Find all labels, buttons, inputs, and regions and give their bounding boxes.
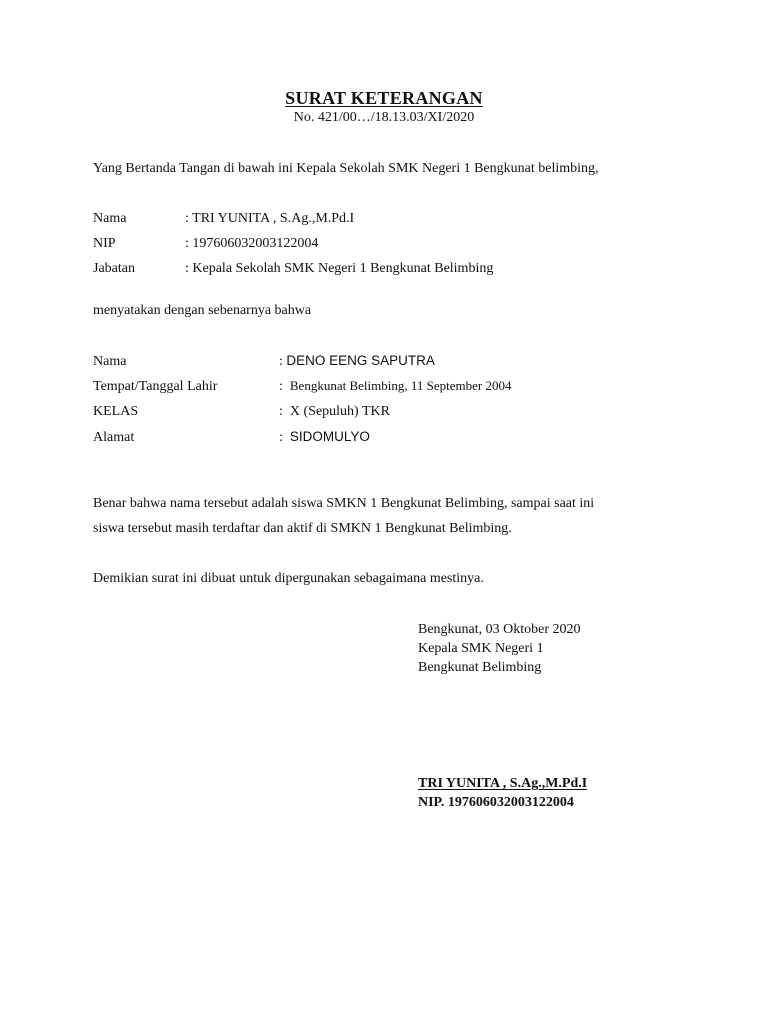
signature-nip: NIP. 197606032003122004: [418, 795, 574, 810]
field-colon: :: [279, 354, 283, 369]
signature-name: TRI YUNITA , S.Ag.,M.Pd.I: [418, 776, 588, 791]
field-label: Alamat: [93, 430, 135, 445]
letter-title-text: SURAT KETERANGAN: [285, 88, 483, 108]
field-label: KELAS: [93, 404, 139, 419]
letter-title: [0, 88, 768, 109]
field-value: : TRI YUNITA , S.Ag.,M.Pd.I: [185, 211, 355, 226]
field-value: X (Sepuluh) TKR: [289, 404, 390, 419]
field-colon: :: [279, 404, 283, 419]
closing-text: Demikian surat ini dibuat untuk dipergunakan sebagaimana mestinya.: [93, 571, 484, 586]
field-value: SIDOMULYO: [289, 429, 370, 444]
field-value: Bengkunat Belimbing, 11 September 2004: [289, 378, 512, 393]
field-label: Jabatan: [93, 261, 135, 276]
field-label: Nama: [93, 211, 127, 226]
signer-row-nip: [93, 236, 318, 252]
student-row-address: [93, 429, 370, 446]
signer-row-name: [93, 211, 354, 227]
student-row-class: [93, 404, 390, 420]
body-line-2: siswa tersebut masih terdaftar dan aktif di SMKN 1 Bengkunat Belimbing.: [93, 521, 512, 536]
student-row-birth: [93, 378, 511, 395]
field-colon: :: [279, 430, 283, 445]
field-value: : 197606032003122004: [185, 236, 319, 251]
signature-place-date: Bengkunat, 03 Oktober 2020: [418, 622, 581, 637]
signature-position-2: Bengkunat Belimbing: [418, 660, 542, 675]
body-line-1: Benar bahwa nama tersebut adalah siswa SMKN 1 Bengkunat Belimbing, sampai saat ini: [93, 496, 595, 511]
statement-text: menyatakan dengan sebenarnya bahwa: [93, 303, 312, 318]
field-value: : Kepala Sekolah SMK Negeri 1 Bengkunat Belimbing: [185, 261, 494, 276]
signer-row-position: [93, 261, 493, 277]
letter-number: No. 421/00…/18.13.03/XI/2020: [293, 110, 475, 125]
field-label: Tempat/Tanggal Lahir: [93, 379, 218, 394]
intro-text: Yang Bertanda Tangan di bawah ini Kepala Sekolah SMK Negeri 1 Bengkunat belimbing,: [93, 161, 599, 176]
field-colon: :: [279, 379, 283, 394]
signature-position-1: Kepala SMK Negeri 1: [418, 641, 544, 656]
field-value: DENO EENG SAPUTRA: [286, 353, 435, 368]
student-row-name: [93, 353, 435, 370]
field-label: Nama: [93, 354, 127, 369]
field-label: NIP: [93, 236, 116, 251]
